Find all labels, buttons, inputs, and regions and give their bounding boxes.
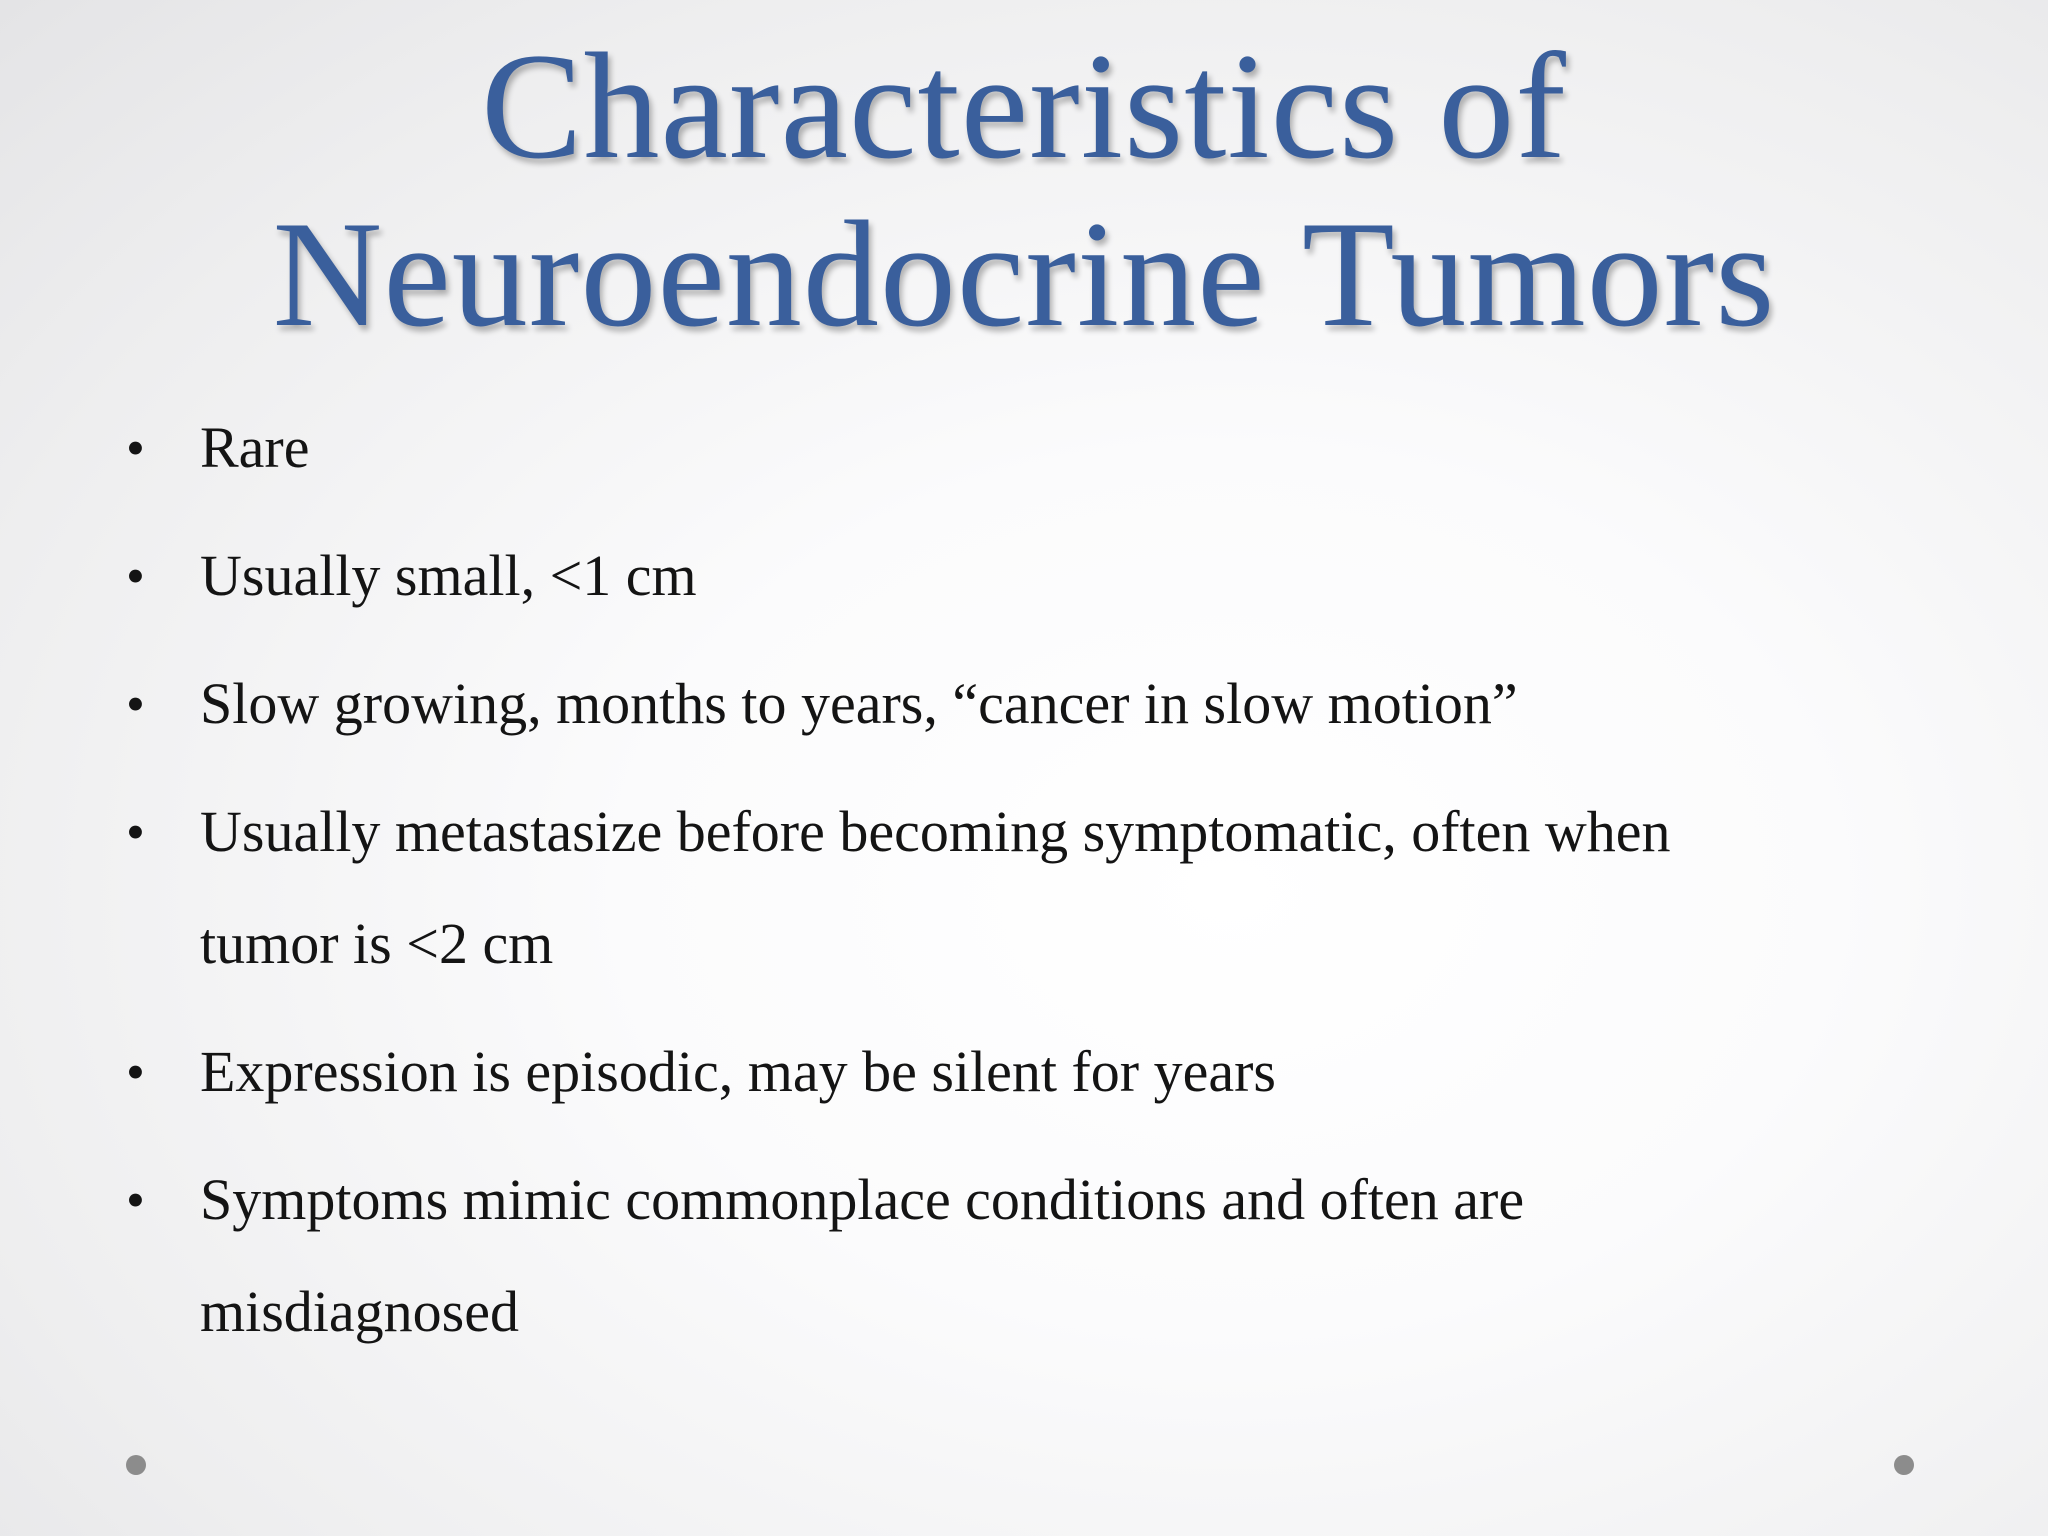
- corner-dot-right-icon: [1894, 1455, 1914, 1475]
- bullet-icon: •: [126, 418, 145, 478]
- bullet-item: [120, 520, 1820, 632]
- bullet-icon: •: [126, 674, 145, 734]
- slide-title-line-1: Characteristics of: [481, 22, 1567, 190]
- bullet-item: [120, 776, 1820, 1000]
- bullet-icon: •: [126, 546, 145, 606]
- bullet-text: Usually small, <1 cm: [200, 543, 697, 608]
- slide-title-line-2: Neuroendocrine Tumors: [272, 190, 1776, 358]
- corner-dot-left-icon: [126, 1455, 146, 1475]
- bullet-list: [120, 392, 1820, 1384]
- bullet-text: Symptoms mimic commonplace conditions and often are misdiagnosed: [200, 1167, 1525, 1344]
- bullet-text: Expression is episodic, may be silent for years: [200, 1039, 1276, 1104]
- slide-title: [0, 22, 2048, 358]
- bullet-icon: •: [126, 802, 145, 862]
- bullet-item: [120, 1016, 1820, 1128]
- bullet-text: Slow growing, months to years, “cancer in slow motion”: [200, 671, 1518, 736]
- bullet-text: Usually metastasize before becoming symptomatic, often when tumor is <2 cm: [200, 799, 1671, 976]
- bullet-item: [120, 1144, 1820, 1368]
- bullet-item: [120, 648, 1820, 760]
- bullet-icon: •: [126, 1170, 145, 1230]
- bullet-item: [120, 392, 1820, 504]
- bullet-icon: •: [126, 1042, 145, 1102]
- bullet-text: Rare: [200, 415, 310, 480]
